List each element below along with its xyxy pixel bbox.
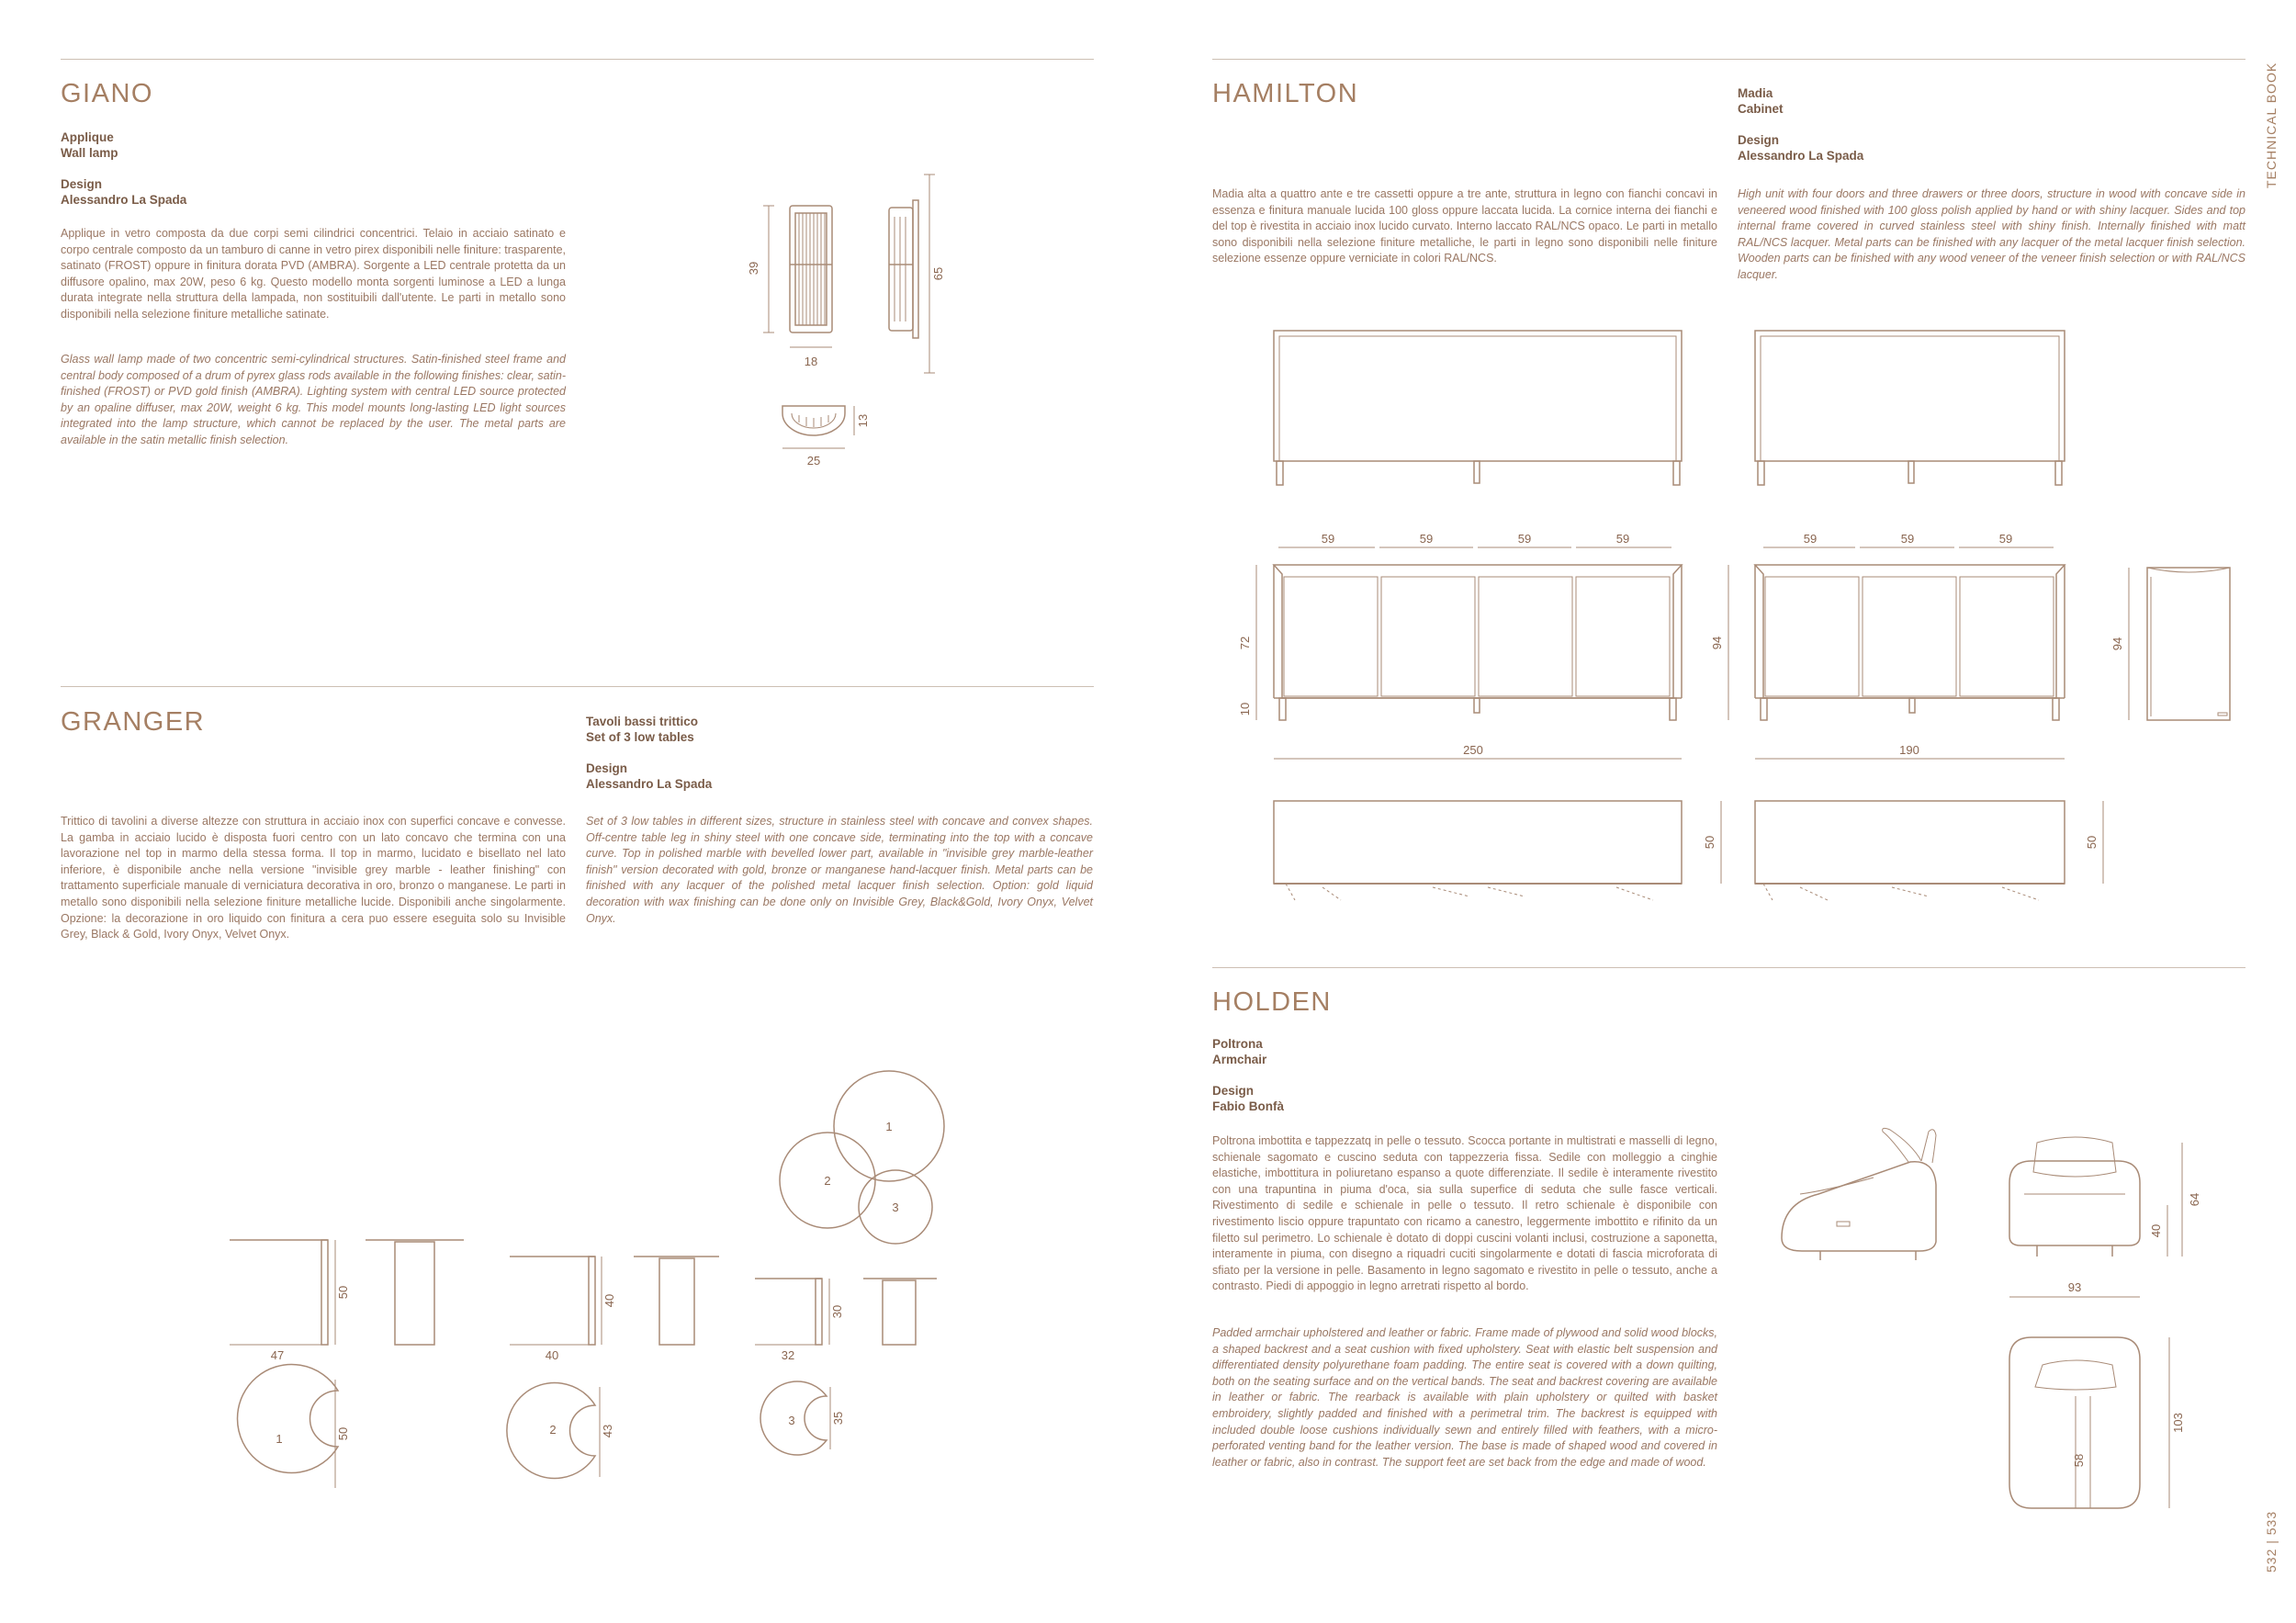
hamilton-side-height: 94 — [2110, 637, 2124, 651]
giano-text-it: Applique in vetro composta da due corpi semi cilindrici concentrici. Telaio in acciaio satinato e corpo centrale composto da un tamburo di canne in vetro pirex disponibili nelle finiture: trasparente, satinato (FROST) oppure in finitura dorata PVD (AMBRA). Sorgente a LED centrale protetta da un diffusore opalino, max 20W, peso 6 kg. Questo modello monta sorgenti luminose a LED a lunga durata integrate nella struttura della lampada, non sostituibili dall'utente. Le parti in metallo sono disponibili nella selezione finiture metalliche satinate. — [61, 227, 566, 321]
holden-title: HOLDEN — [1212, 987, 1332, 1017]
hamilton-small-door-3: 59 — [1998, 532, 2013, 546]
holden-depth: 103 — [2171, 1413, 2185, 1433]
granger-t2-width: 40 — [545, 1348, 559, 1362]
hamilton-small-depth: 50 — [2085, 835, 2099, 850]
giano-side-height-label: 65 — [931, 266, 945, 281]
holden-designer: Fabio Bonfà — [1212, 1099, 1284, 1113]
granger-t3-number: 3 — [788, 1414, 795, 1427]
granger-t1-height: 50 — [336, 1285, 350, 1300]
hamilton-designer: Alessandro La Spada — [1738, 149, 1864, 163]
hamilton-large-width: 250 — [1463, 743, 1483, 757]
granger-t1-number: 1 — [276, 1432, 283, 1446]
giano-title: GIANO — [61, 79, 153, 108]
granger-t2-number: 2 — [549, 1423, 557, 1437]
hamilton-large-door-4: 59 — [1615, 532, 1630, 546]
holden-width: 93 — [2067, 1280, 2082, 1294]
giano-designer: Alessandro La Spada — [61, 193, 187, 207]
granger-plan-label-1: 1 — [885, 1120, 893, 1133]
hamilton-large-door-1: 59 — [1321, 532, 1335, 546]
granger-t1-diameter: 50 — [336, 1426, 350, 1441]
giano-drawing — [747, 175, 945, 468]
hamilton-small-door-2: 59 — [1900, 532, 1915, 546]
hamilton-type-it: Madia — [1738, 86, 1773, 100]
granger-plan-label-3: 3 — [892, 1200, 899, 1214]
page-numbers: 532 | 533 — [2264, 1510, 2279, 1572]
hamilton-type-en: Cabinet — [1738, 102, 1784, 116]
giano-height-label: 39 — [747, 261, 760, 276]
giano-design-label: Design — [61, 177, 103, 191]
hamilton-small-width: 190 — [1899, 743, 1919, 757]
granger-designer: Alessandro La Spada — [586, 777, 713, 791]
granger-type-en: Set of 3 low tables — [586, 730, 694, 744]
hamilton-large-door-3: 59 — [1517, 532, 1532, 546]
hamilton-text-it: Madia alta a quattro ante e tre cassetti oppure a tre ante, struttura in legno con fianchi concavi in essenza e finitura manuale lucida 100 gloss oppure laccata lucida. La cornice interna dei fianchi e del top è rivestita in acciaio inox lucido curvato. Interno laccato RAL/NCS opaco. Le parti in metallo sono disponibili nella selezione finiture metalliche, le parti in legno sono disponibili nelle finiture selezione essenze oppure verniciate in colori RAL/NCS. — [1212, 187, 1717, 265]
giano-depth-label: 13 — [856, 413, 870, 428]
granger-design-label: Design — [586, 761, 628, 775]
granger-title: GRANGER — [61, 707, 206, 737]
technical-book-label: TECHNICAL BOOK — [2264, 62, 2279, 188]
granger-t3-width: 32 — [781, 1348, 795, 1362]
hamilton-text-en: High unit with four doors and three drawers or three doors, structure in wood with concave side in veneered wood finished with 100 gloss polish applied by hand or with shiny lacquer. Sides and top internal frame covered in curved stainless steel with shiny finish. Internally finished with matt RAL/NCS lacquer. Metal parts can be finished with any lacquer of the metal lacquer finish selection. Wooden parts can be finished with any wood veneer of the veneer finish selection or with RAL/NCS lacquer. — [1738, 187, 2245, 281]
granger-text-it: Trittico di tavolini a diverse altezze con struttura in acciaio inox con superfici concave e convesse. La gamba in acciaio lucido è disposta fuori centro con un lato concavo che termina con una lavorazione nel top in marmo della stessa forma. Il top in marmo, lucidato e bisellato nel lato inferiore, è disponibile anche nella versione "invisible grey marble - leather finishing" con trattamento superficiale manuale di verniciatura decorativa in oro, bronzo o manganese. Le parti in metallo sono disponibili nella selezione finiture metalliche lucide. Disponibili anche singolarmente. Opzione: la decorazione in oro liquido con finitura a cera puo essere eseguita solo su Invisible Grey, Black & Gold, Ivory Onyx, Velvet Onyx. — [61, 815, 566, 941]
hamilton-drawing — [1238, 331, 2230, 900]
granger-t1-width: 47 — [270, 1348, 285, 1362]
holden-design-label: Design — [1212, 1084, 1255, 1098]
granger-plan-label-2: 2 — [824, 1174, 831, 1188]
holden-type-en: Armchair — [1212, 1053, 1267, 1066]
granger-t2-height: 40 — [602, 1293, 616, 1308]
giano-base-label: 25 — [806, 454, 821, 468]
hamilton-small-door-1: 59 — [1803, 532, 1818, 546]
granger-drawing — [230, 1071, 944, 1488]
hamilton-small-height: 94 — [1710, 636, 1724, 650]
giano-text-en: Glass wall lamp made of two concentric semi-cylindrical structures. Satin-finished steel frame and central body composed of a drum of pyrex glass rods available in the following finishes: clear, satin-finished (FROST) or PVD gold finish (AMBRA). Lighting system with central LED source protected by an opaline diffuser, max 20W, weight 6 kg. This model mounts long-lasting LED light sources integrated into the lamp structure, which cannot be replaced by the user. The metal parts are available in the satin metallic finish selection. — [61, 353, 566, 446]
granger-text-en: Set of 3 low tables in different sizes, structure in stainless steel with concave and convex shapes. Off-centre table leg in shiny steel with one concave side, terminating into the top with a concave curve. Top in polished marble with bevelled lower part, available in "invisible grey marble-leather finish" version decorated with gold, bronze or manganese hand-lacquer finish. Metal parts can be finished with any lacquer of the polished metal lacquer finish selection. Option: gold liquid decoration with wax finishing can be done only on Invisible Grey, Black&Gold, Ivory Onyx, Velvet Onyx. — [586, 815, 1093, 925]
hamilton-large-depth: 50 — [1703, 835, 1716, 850]
holden-drawing — [1782, 1128, 2201, 1508]
hamilton-large-door-2: 59 — [1419, 532, 1434, 546]
granger-t2-diameter: 43 — [601, 1424, 614, 1438]
hamilton-title: HAMILTON — [1212, 79, 1359, 108]
holden-seat-height: 40 — [2149, 1223, 2163, 1238]
holden-height: 64 — [2188, 1192, 2201, 1207]
hamilton-design-label: Design — [1738, 133, 1780, 147]
giano-type-it: Applique — [61, 130, 114, 144]
granger-type-it: Tavoli bassi trittico — [586, 715, 699, 728]
holden-seat-depth: 58 — [2072, 1453, 2086, 1468]
holden-text-en: Padded armchair upholstered and leather or fabric. Frame made of plywood and solid wood blocks, a shaped backrest and a seat cushion with fixed upholstery. Seat with elastic belt suspension and differentiated density polyurethane foam padding. The entire seat is covered with a down quilting, both on the seating surface and on the vertical bands. The seat and backrest covering are available in leather or fabric. The rearback is available with plain upholstery or quilted with basket embroidery, slightly padded and finished with a perimetral trim. The backrest is equipped with included double loose cushions individually sewn and entirely filled with feathers, with a micro-perforated venting band for the leather version. The base is made of shaped wood and covered in leather or fabric, also in contrast. The support feet are set back from the edge and made of wood. — [1212, 1326, 1717, 1469]
hamilton-large-body-height: 72 — [1238, 636, 1252, 650]
hamilton-large-leg-height: 10 — [1238, 702, 1252, 716]
granger-t3-diameter: 35 — [831, 1411, 845, 1426]
giano-width-label: 18 — [804, 355, 818, 368]
holden-text-it: Poltrona imbottita e tappezzatq in pelle o tessuto. Scocca portante in multistrati e masselli di legno, schienale sagomato e cuscino seduta con tappezzeria fissa. Sedile con molleggio a cinghie elastiche, imbottitura in poliuretano espanso a quote differenziate. Il sedile è interamente rivestito con una trapuntina in piuma d'oca, sia sulla superfice di seduta che sulle fasce verticali. Rivestimento di sedile e schienale in pelle o tessuto. Il retro schienale è disponibile con rivestimento liscio oppure trapuntato con ricamo a canestro, leggermente imbottito e rifinito da un filetto sul perimetro. Lo schienale è dotato di doppi cuscini volanti inclusi, costruzione a saponetta, interamente in piuma, con disegno a riquadri cuciti singolarmente e dotati di fascia microforata di sfiato per la versione in pelle. Basamento in legno sagomato e rivestito in pelle o tessuto, anche a contrasto. Piedi di appoggio in legno arretrati rispetto al bordo. — [1212, 1134, 1717, 1293]
granger-t3-height: 30 — [830, 1304, 844, 1319]
holden-type-it: Poltrona — [1212, 1037, 1263, 1051]
giano-type-en: Wall lamp — [61, 146, 118, 160]
